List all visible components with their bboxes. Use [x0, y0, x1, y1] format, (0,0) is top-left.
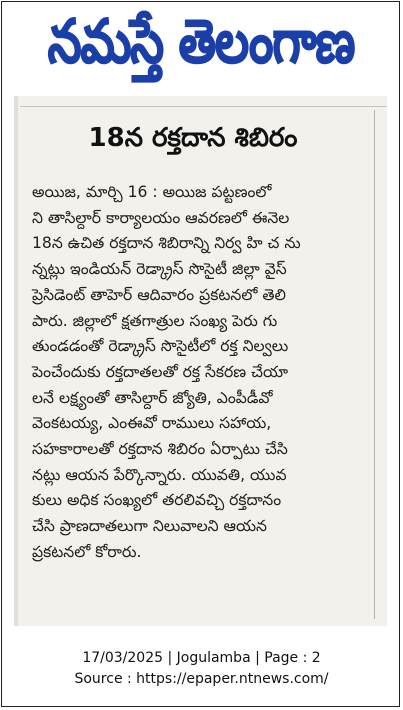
- article-headline: 18న రక్తదాన శిబిరం: [88, 123, 298, 153]
- column-divider: [374, 110, 375, 619]
- clipping-top-rule: [20, 106, 387, 107]
- clipping-left-edge: [14, 96, 18, 626]
- article-body: అయిజ, మార్చి 16 : అయిజ పట్టణంలో ని తాసిల్దార్ కార్యాలయం ఆవరణలో ఈనెల 18న ఉచిత రక్తదాన శిబిరాన్ని నిర్వ హి చ ను న్నట్లు ఇండియన్ రెడ్క్రాస్ సొసైటీ జిల్లా వైస్ ప్రెసిడెంట్ తాహెర్ ఆదివారం ప్రకటనలో తెలి పారు. జిల్లాలో క్షతగాత్రుల సంఖ్య పెరు గు తుండడంతో రెడ్క్రాస్ సొసైటీలో రక్త నిల్వలు పెంచేందుకు రక్తదాతలతో రక్త సేకరణ చేయా లనే లక్ష్యంతో తాసిల్దార్ జ్యోతి, ఎంపీడీవో వెంకటయ్య, ఎంఈవో రాములు సహాయ, సహకారాలతో రక్తదాన శిబిరం ఏర్పాటు చేసి నట్లు ఆయన పేర్కొన్నారు. యువతి, యువ కులు అధిక సంఖ్యలో తరలివచ్చి రక్తదానం చేసి ప్రాణదాతలుగా నిలువాలని ఆయన ప్రకటనలో కోరారు.: [32, 183, 301, 561]
- date-edition-caption: 17/03/2025 | Jogulamba | Page : 2: [82, 650, 321, 666]
- article-clipping: [14, 96, 387, 626]
- newspaper-masthead: [8, 6, 394, 78]
- source-caption: Source : https://epaper.ntnews.com/: [74, 671, 329, 687]
- masthead-title: నమస్తే తెలంగాణ: [47, 7, 355, 77]
